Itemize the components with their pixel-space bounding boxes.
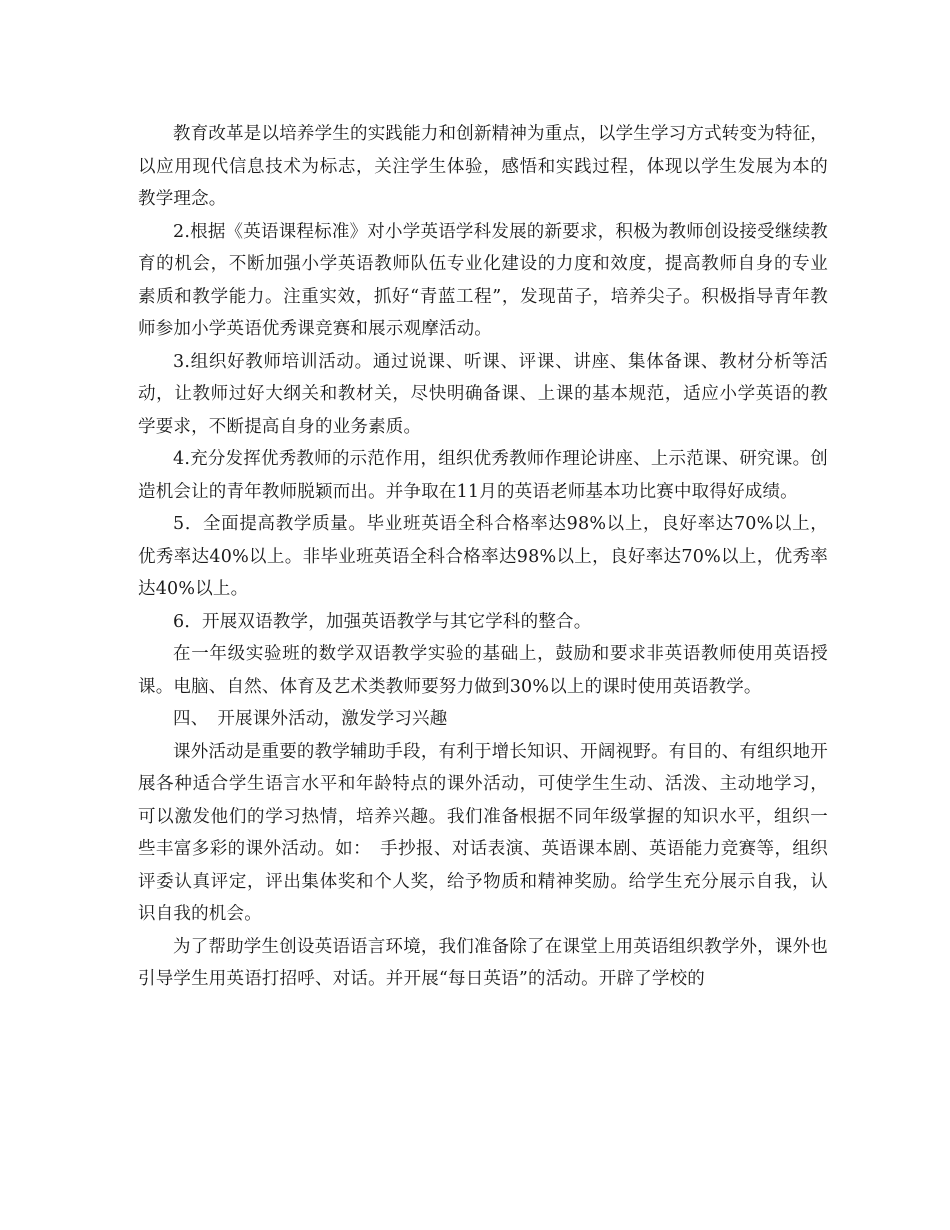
- paragraph-extracurricular: 课外活动是重要的教学辅助手段，有利于增长知识、开阔视野。有目的、有组织地开展各种适合学生语言水平和年龄特点的课外活动，可使学生生动、活泼、主动地学习，可以激发他们的学习热情，培养兴趣。我们准备根据不同年级掌握的知识水平，组织一些丰富多彩的课外活动。如： 手抄报、对话表演、英语课本剧、英语能力竞赛等，组织评委认真评定，评出集体奖和个人奖，给予物质和精神奖励。给学生充分展示自我，认识自我的机会。: [138, 741, 828, 924]
- paragraph-item-6: 6．开展双语教学，加强英语教学与其它学科的整合。: [173, 611, 592, 632]
- paragraph-item-3: 3.组织好教师培训活动。通过说课、听课、评课、讲座、集体备课、教材分析等活动，让教师过好大纲关和教材关，尽快明确备课、上课的基本规范，适应小学英语的教学要求，不断提高自身的业务素质。: [138, 351, 828, 437]
- paragraph-reform-intro: 教育改革是以培养学生的实践能力和创新精神为重点，以学生学习方式转变为特征，以应用现代信息技术为标志，关注学生体验，感悟和实践过程，体现以学生发展为本的教学理念。: [138, 124, 828, 209]
- paragraph-bilingual: 在一年级实验班的数学双语教学实验的基础上，鼓励和要求非英语教师使用英语授课。电脑、自然、体育及艺术类教师要努力做到30%以上的课时使用英语教学。: [138, 644, 828, 697]
- paragraph-item-2: 2.根据《英语课程标准》对小学英语学科发展的新要求，积极为教师创设接受继续教育的机会，不断加强小学英语教师队伍专业化建设的力度和效度，提高教师自身的专业素质和教学能力。注重实效，抓好“青蓝工程”，发现苗子，培养尖子。积极指导青年教师参加小学英语优秀课竞赛和展示观摩活动。: [138, 221, 828, 339]
- paragraph-item-5: 5．全面提高教学质量。毕业班英语全科合格率达98%以上，良好率达70%以上，优秀率达40%以上。非毕业班英语全科合格率达98%以上，良好率达70%以上，优秀率达40%以上。: [138, 514, 828, 599]
- paragraph-english-environment: 为了帮助学生创设英语语言环境，我们准备除了在课堂上用英语组织教学外，课外也引导学生用英语打招呼、对话。并开展“每日英语”的活动。开辟了学校的: [138, 936, 828, 989]
- paragraph-item-4: 4.充分发挥优秀教师的示范作用，组织优秀教师作理论讲座、上示范课、研究课。创造机会让的青年教师脱颖而出。并争取在11月的英语老师基本功比赛中取得好成绩。: [138, 449, 828, 502]
- section-heading: 四、 开展课外活动，激发学习兴趣: [173, 709, 448, 729]
- document-body: [138, 118, 828, 996]
